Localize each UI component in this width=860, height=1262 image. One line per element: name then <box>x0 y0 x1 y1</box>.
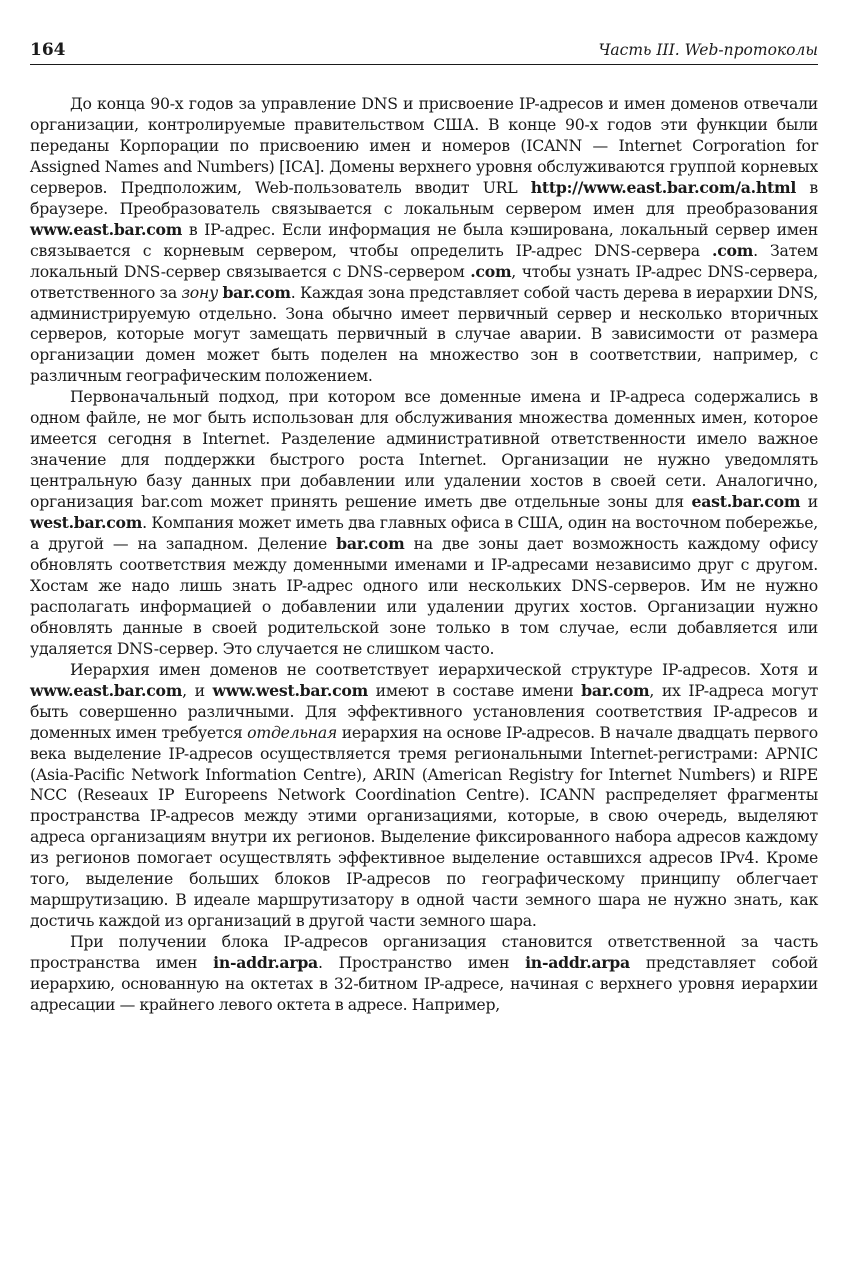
bold-term: bar.com <box>222 282 291 302</box>
bold-term: www.east.bar.com <box>30 219 183 239</box>
text-run: имеют в составе имени <box>367 680 582 700</box>
body-text <box>30 94 818 1016</box>
bold-term: http://www.east.bar.com/a.html <box>530 177 797 197</box>
text-run: на две зоны дает возможность каждому офису обновлять соответствия между доменными именами и IP-адресами независимо друг с другом. Хостам же надо лишь знать IP-адрес одного или нескольких DNS-серверов. Им не нужно располагать информацией о добавлении или удалении других хостов. Организации нужно обновлять данные в своей родительской зоне только в том случае, если добавляется или удаляется DNS-сервер. Это случается не слишком часто. <box>30 534 818 658</box>
running-head: Часть III. Web-протоколы <box>598 41 818 59</box>
italic-term: отдельная <box>247 722 338 742</box>
text-run: , их IP-адреса могут быть совершенно различными. Для эффективного установления соответствия IP-адресов и доменных имен требуется <box>30 680 819 742</box>
italic-term: зону <box>181 282 218 302</box>
bold-term: www.west.bar.com <box>212 680 368 700</box>
bold-term: east.bar.com <box>691 492 801 512</box>
text-run: и <box>800 492 818 512</box>
bold-term: .com <box>470 261 512 281</box>
bold-term: www.east.bar.com <box>30 680 183 700</box>
page-header <box>30 38 818 65</box>
text-run: в браузере. Преобразователь связывается с локальным сервером имен для преобразования <box>30 177 818 218</box>
paragraph-3 <box>30 660 818 932</box>
text-run: . Затем локальный DNS-сервер связывается с DNS-сервером <box>30 240 819 281</box>
text-run: . Пространство имен <box>317 953 526 973</box>
text-run: представляет собой иерархию, основанную на октетах в 32-битном IP-адресе, начиная с верхнего уровня иерархии адресации — крайнего левого октета в адресе. Например, <box>30 953 818 1014</box>
paragraph-4 <box>30 932 818 1016</box>
text-run: Иерархия имен доменов не соответствует иерархической структуре IP-адресов. Хотя и <box>70 659 818 679</box>
text-run: . Компания может иметь два главных офиса в США, один на восточном побережье, а другой — на западном. Деление <box>30 513 818 554</box>
text-run: иерархия на основе IP-адресов. В начале двадцать первого века выделение IP-адресов осуществляется тремя региональными Internet-регистрами: APNIC (Asia-Pacific Network Information Centre), ARIN (American Registry for Internet Numbers) и RIPE NCC (Reseaux IP Europeens Network Coordination Centre). ICANN распределяет фрагменты пространства IP-адресов между этими организациями, которые, в свою очередь, выделяют адреса организациям внутри их регионов. Выделение фиксированного набора адресов каждому из регионов помогает осуществлять эффективное выделение оставшихся адресов IPv4. Кроме того, выделение больших блоков IP-адресов по географическому принципу облегчает маршрутизацию. В идеале маршрутизатору в одной части земного шара не нужно знать, как достичь каждой из организаций в другой части земного шара. <box>30 722 818 931</box>
text-run: , чтобы узнать IP-адрес DNS-сервера, ответственного за <box>30 261 818 302</box>
bold-term: west.bar.com <box>30 513 143 533</box>
bold-term: bar.com <box>336 534 405 554</box>
bold-term: in-addr.arpa <box>213 953 318 973</box>
bold-term: .com <box>712 240 754 260</box>
paragraph-1 <box>30 94 818 387</box>
bold-term: in-addr.arpa <box>525 953 630 973</box>
text-run: До конца 90-х годов за управление DNS и присвоение IP-адресов и имен доменов отвечали организации, контролируемые правительством США. В конце 90-х годов эти функции были переданы Корпорации по присвоению имен и номеров (ICANN — Internet Corporation for Assigned Names and Numbers) [ICA]. Домены верхнего уровня обслуживаются группой корневых серверов. Предположим, Web-пользователь вводит URL <box>30 94 818 197</box>
bold-term: bar.com <box>581 680 650 700</box>
text-run: При получении блока IP-адресов организация становится ответственной за часть пространства имен <box>30 932 818 973</box>
paragraph-2 <box>30 387 818 659</box>
text-run: . Каждая зона представляет собой часть дерева в иерархии DNS, администрируемую отдельно. Зона обычно имеет первичный сервер и несколько вторичных серверов, которые могут замещать первичный в случае аварии. В зависимости от размера организации домен может быть поделен на множество зон в соответствии, например, с различным географическим положением. <box>30 282 819 386</box>
text-run: Первоначальный подход, при котором все доменные имена и IP-адреса содержались в одном файле, не мог быть использован для обслуживания множества доменных имен, которое имеется сегодня в Internet. Разделение административной ответственности имело важное значение для поддержки быстрого роста Internet. Организации не нужно уведомлять центральную базу данных при добавлении или удалении хостов в своей сети. Аналогично, организация bar.com может принять решение иметь две отдельные зоны для <box>30 387 818 512</box>
page-number: 164 <box>30 40 66 60</box>
text-run: в IP-адрес. Если информация не была кэширована, локальный сервер имен связывается с корневым сервером, чтобы определить IP-адрес DNS-сервера <box>30 219 818 260</box>
text-run: , и <box>182 680 213 700</box>
